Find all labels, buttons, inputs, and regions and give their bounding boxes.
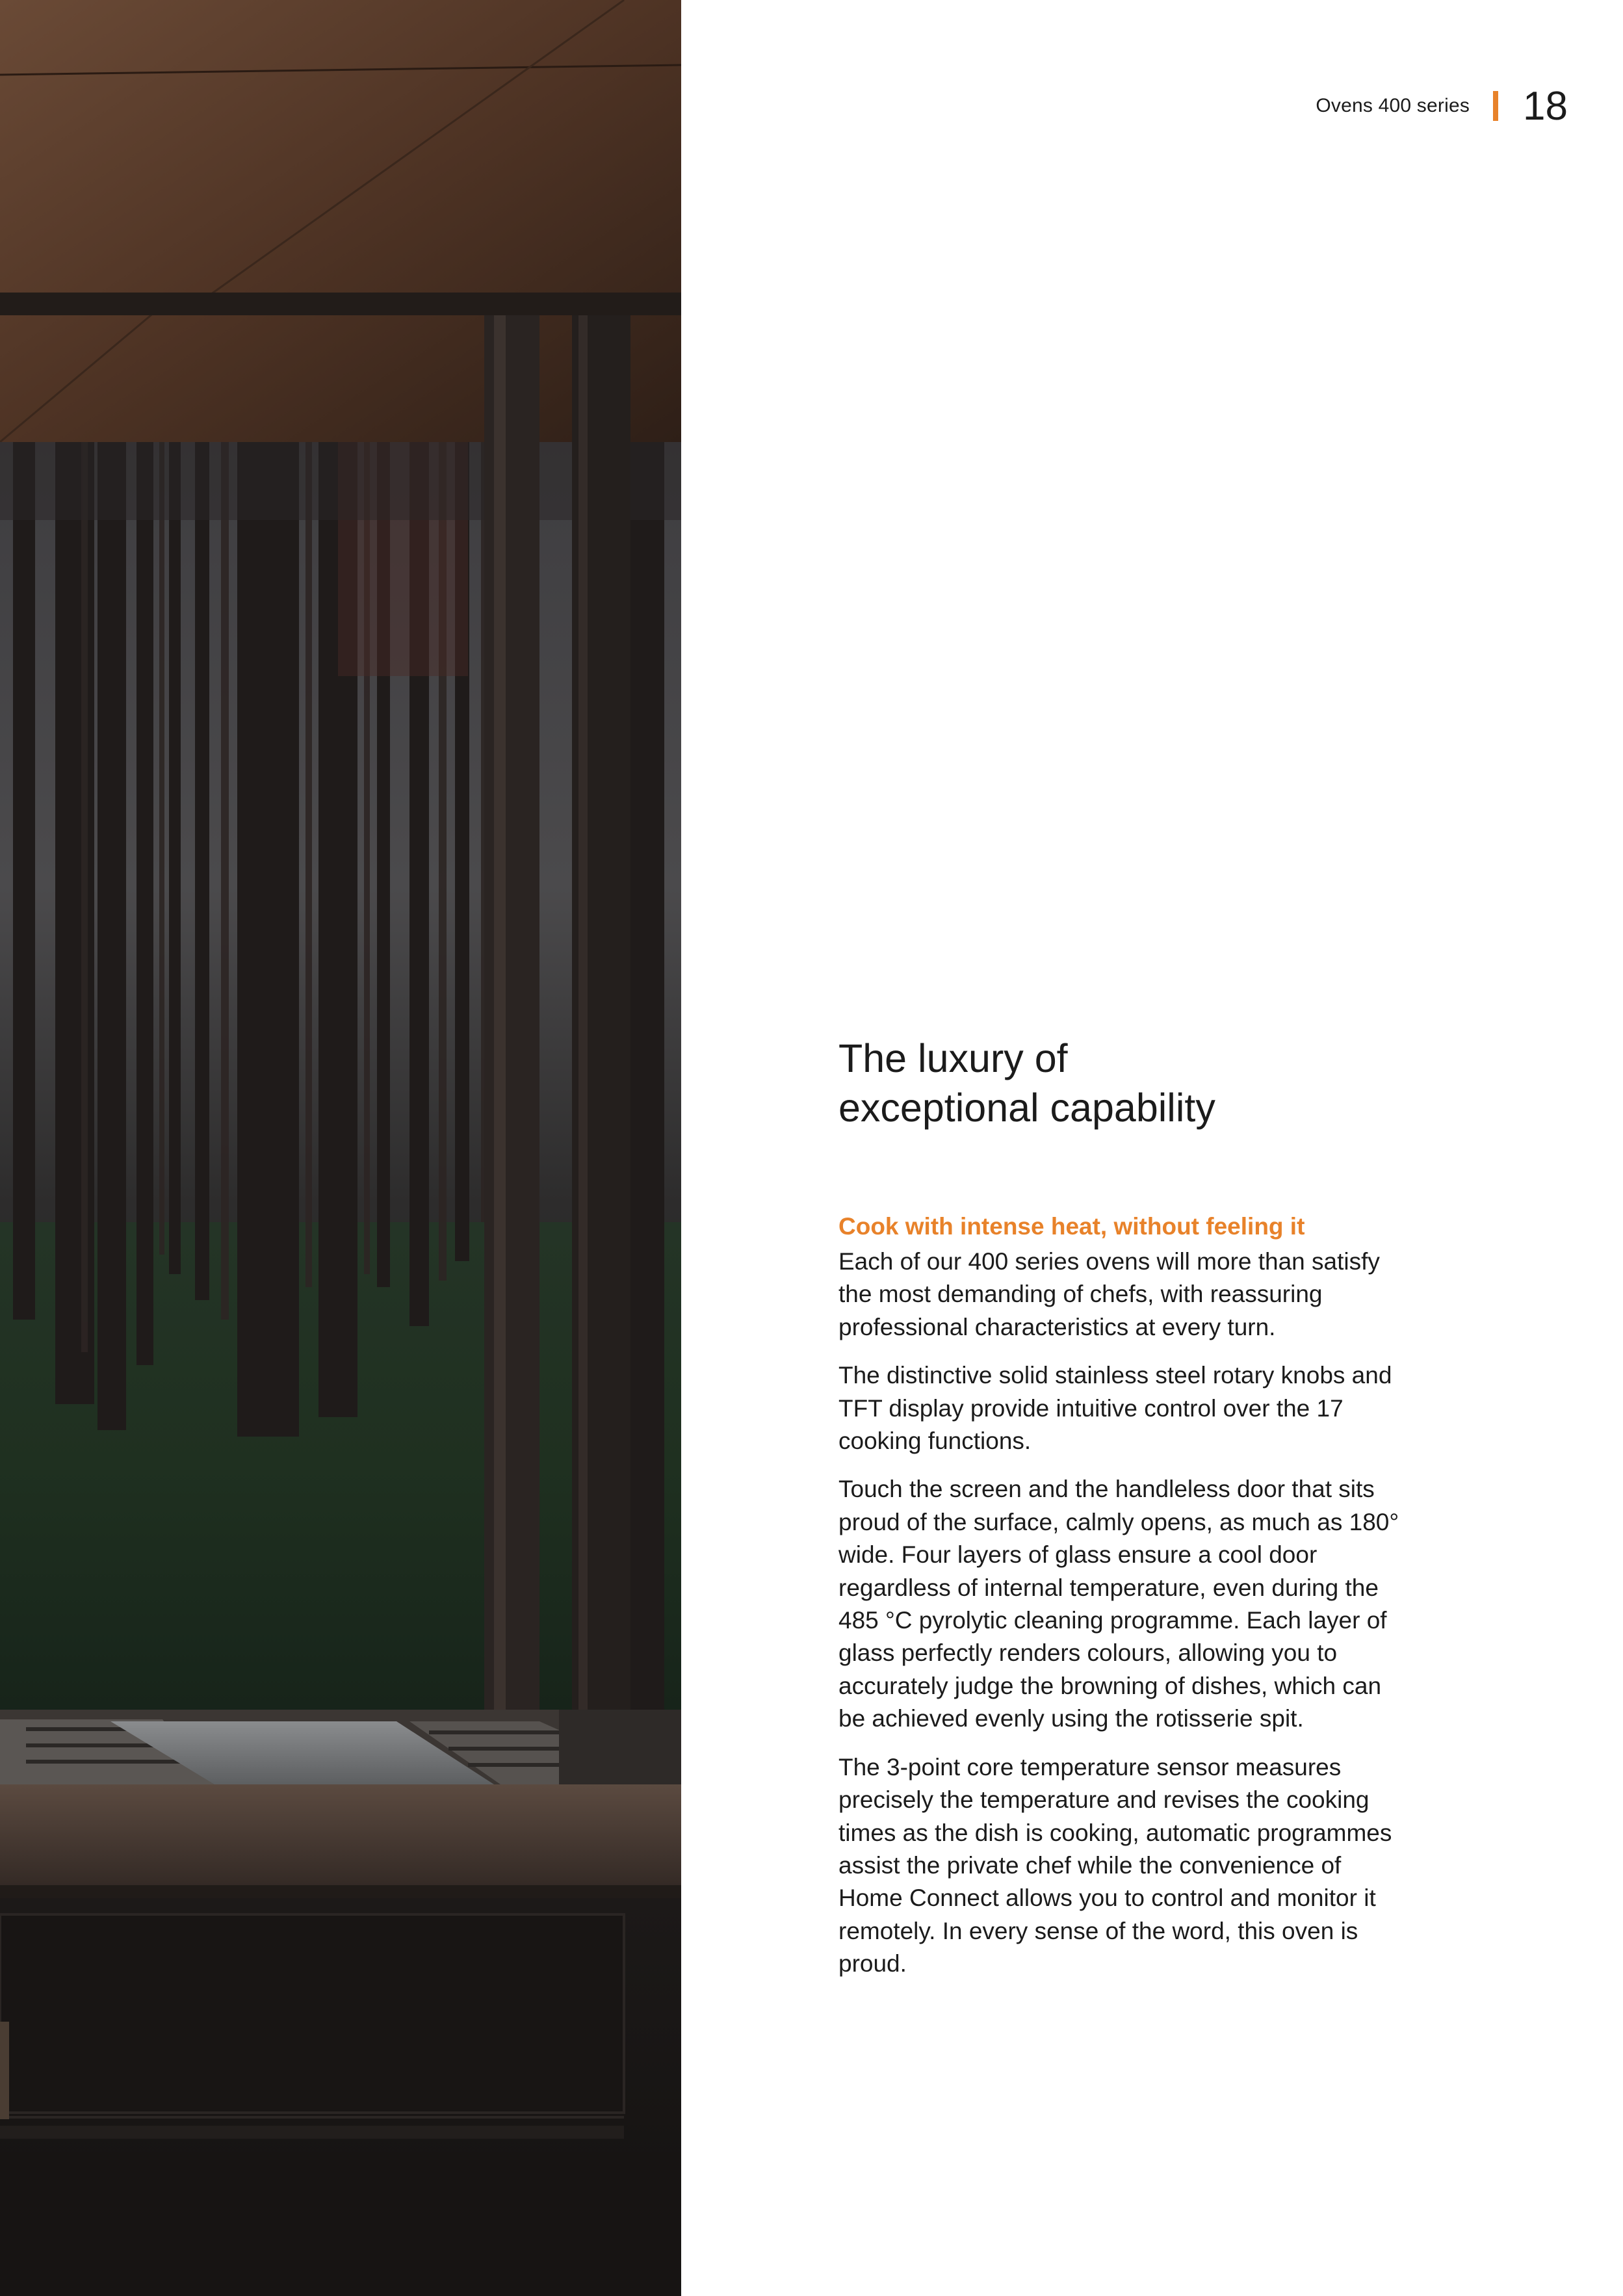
title-line-1: The luxury of [838,1036,1068,1080]
kitchen-forest-illustration [0,0,681,2296]
title-line-2: exceptional capability [838,1086,1215,1130]
paragraph: The distinctive solid stainless steel rotary knobs and TFT display provide intuitive control over the 17 cooking functions. [838,1362,1392,1455]
running-head [1316,83,1568,129]
paragraph: Each of our 400 series ovens will more than satisfy the most demanding of chefs, with reassuring professional characteristics at every turn. [838,1248,1380,1340]
paragraph: Touch the screen and the handleless door that sits proud of the surface, calmly opens, as much as 180° wide. Four layers of glass ensure a cool door regardless of internal temperature, even during the 485 °C pyrolytic cleaning programme. Each layer of glass perfectly renders colours, allowing you to accurately judge the browning of dishes, which can be achieved evenly using the rotisserie spit. [838,1476,1399,1732]
accent-divider [1493,91,1498,121]
series-label: Ovens 400 series [1316,95,1470,116]
kitchen-forest-photo [0,0,681,2296]
paragraph: The 3-point core temperature sensor measures precisely the temperature and revises the cooking times as the dish is cooking, automatic programmes assist the private chef while the convenience of Home Connect allows you to control and monitor it remotely. In every sense of the word, this oven is proud. [838,1753,1392,1977]
page-number: 18 [1523,83,1568,129]
article-subheading: Cook with intense heat, without feeling it [838,1213,1305,1240]
article [838,1034,1410,1996]
article-title [838,1034,1254,1132]
